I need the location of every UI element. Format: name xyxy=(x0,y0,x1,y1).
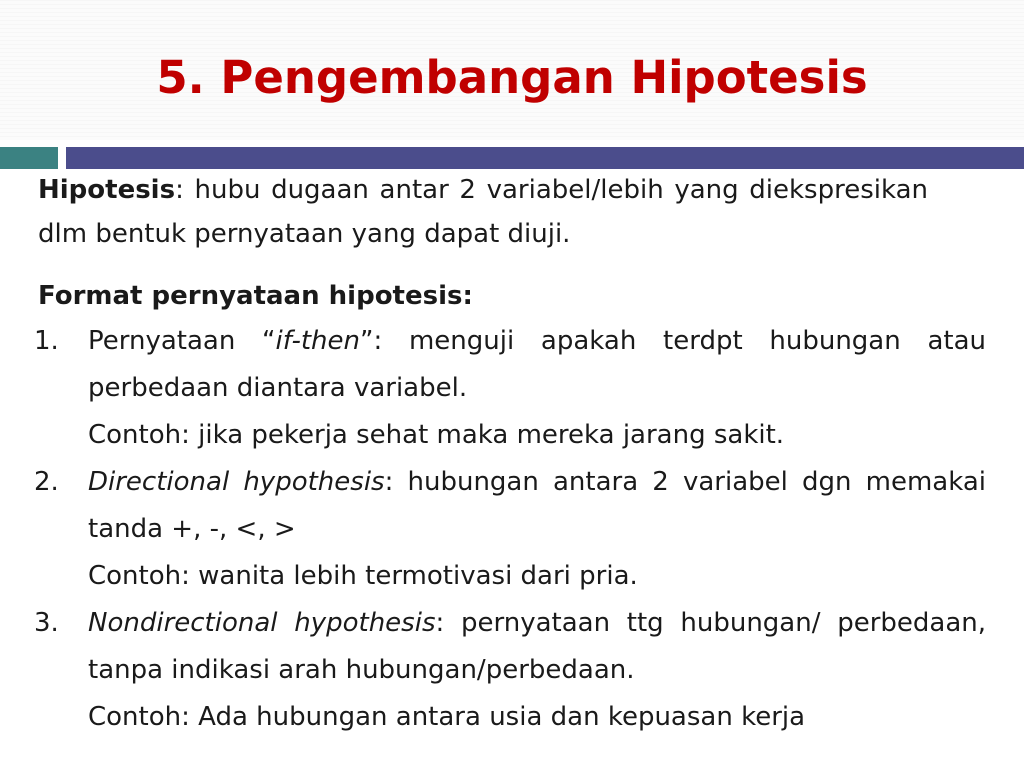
list-item-number: 2. xyxy=(34,467,59,497)
item-term: Nondirectional hypothesis xyxy=(88,608,436,638)
definition-text: hubu dugaan antar 2 variabel/lebih yang diekspresikan dlm bentuk pernyataan yang dapat diuji. xyxy=(38,175,928,249)
list-item xyxy=(34,459,986,600)
item-example: Contoh: wanita lebih termotivasi dari pria. xyxy=(88,561,638,591)
item-term: if-then xyxy=(275,326,360,356)
list-item-number: 3. xyxy=(34,608,59,638)
list-item xyxy=(34,318,986,459)
item-mid: : xyxy=(384,467,394,497)
item-term: Directional hypothesis xyxy=(88,467,385,497)
item-description: pernyataan ttg hubungan/ perbedaan, tanpa indikasi arah hubungan/perbedaan. xyxy=(88,608,987,685)
accent-bar-indigo xyxy=(66,147,1024,169)
accent-bar-teal xyxy=(0,147,58,169)
slide-title: 5. Pengembangan Hipotesis xyxy=(156,51,868,104)
list-item-number: 1. xyxy=(34,326,59,356)
hypothesis-format-list xyxy=(34,318,986,741)
list-item-text xyxy=(88,318,986,412)
definition-paragraph xyxy=(38,168,928,256)
definition-term: Hipotesis xyxy=(38,175,176,205)
item-example: Contoh: Ada hubungan antara usia dan kepuasan kerja xyxy=(88,702,806,732)
definition-colon: : xyxy=(175,175,184,205)
item-description: hubungan antara 2 variabel dgn memakai tanda +, -, <, > xyxy=(88,467,986,544)
item-example: Contoh: jika pekerja sehat maka mereka jarang sakit. xyxy=(88,420,785,450)
item-description: menguji apakah terdpt hubungan atau perbedaan diantara variabel. xyxy=(88,326,986,403)
item-lead: Pernyataan “ xyxy=(88,326,276,356)
format-heading: Format pernyataan hipotesis: xyxy=(38,281,473,311)
list-item xyxy=(34,600,986,741)
list-item-text xyxy=(88,459,986,553)
item-mid: : xyxy=(435,608,445,638)
item-mid: ”: xyxy=(359,326,383,356)
list-item-text xyxy=(88,600,986,694)
